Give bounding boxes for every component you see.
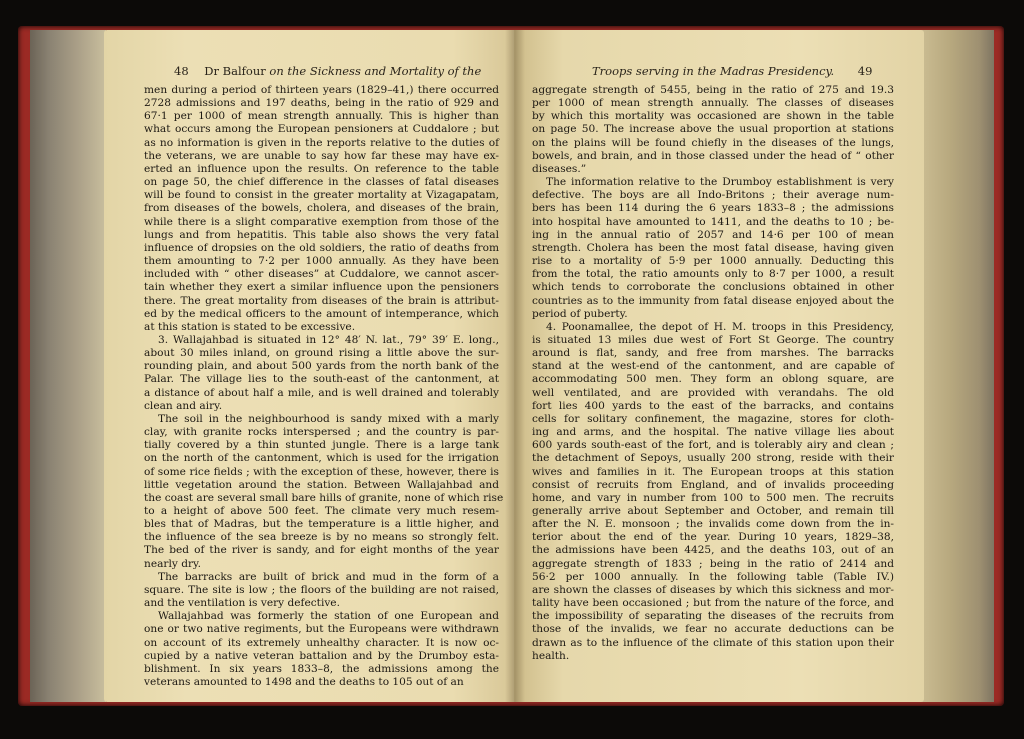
left-page-body [144, 84, 504, 689]
right-running-header [592, 64, 872, 78]
text-line: Palar. The village lies to the south-east of the cantonment, at [144, 373, 499, 386]
text-line: from the total, the ratio amounts only to 8·7 per 1000, a result [532, 268, 894, 281]
text-line: is situated 13 miles due west of Fort St George. The country [532, 333, 894, 346]
text-line: and the ventilation is very defective. [144, 597, 340, 610]
text-line: while there is a slight comparative exemption from those of the [144, 215, 499, 228]
text-line: ing in the annual ratio of 2057 and 14·6 per 100 of mean [532, 228, 894, 241]
text-line: period of puberty. [532, 307, 628, 320]
text-line: of some rice fields ; with the exception of these, however, there is [144, 465, 499, 478]
text-line: men during a period of thirteen years (1829–41,) there occurred [144, 84, 499, 96]
text-line: there. The great mortality from diseases of the brain is attribut- [144, 294, 499, 307]
text-line: cupied by a native veteran battalion and by the Drumboy esta- [144, 649, 499, 662]
text-line: rounding plain, and about 500 yards from the north bank of the [144, 360, 499, 373]
text-line: included with “ other diseases” at Cuddalore, we cannot ascer- [144, 268, 499, 281]
text-line: 56·2 per 1000 annually. In the following table (Table IV.) [532, 570, 894, 583]
text-line: on page 50, the chief difference in the classes of fatal diseases [144, 176, 499, 189]
text-line: Wallajahbad was formerly the station of one European and [158, 610, 499, 623]
text-line: cells for solitary confinement, the magazine, stores for cloth- [532, 412, 894, 425]
text-line: them amounting to 7·2 per 1000 annually. As they have been [144, 255, 499, 268]
text-line: well ventilated, and are provided with verandahs. The old [532, 386, 894, 399]
left-page [104, 30, 514, 702]
text-line: lungs and from hepatitis. This table also shows the very fatal [144, 228, 499, 241]
text-line: 3. Wallajahbad is situated in 12° 48′ N. lat., 79° 39′ E. long., [158, 333, 499, 346]
left-running-header [174, 64, 481, 78]
book-gutter [505, 30, 525, 702]
text-line: consist of recruits from England, and of invalids proceeding [532, 478, 894, 491]
text-line: veterans amounted to 1498 and the deaths to 105 out of an [144, 676, 464, 689]
text-line: bowels, and brain, and in those classed under the head of “ other [532, 149, 894, 162]
text-line: nearly dry. [144, 557, 202, 570]
text-line: as no information is given in the reports relative to the duties of [144, 136, 499, 149]
text-line: bers has been 114 during the 6 years 1833–8 ; the admissions [532, 202, 894, 215]
text-line: about 30 miles inland, on ground rising a little above the sur- [144, 347, 499, 360]
text-line: The information relative to the Drumboy establishment is very [546, 176, 894, 189]
text-line: clay, with granite rocks interspersed ; and the country is par- [144, 426, 499, 439]
text-line: rise to a mortality of 5·9 per 1000 annually. Deducting this [532, 255, 894, 268]
text-line: are shown the classes of diseases by which this sickness and mor- [532, 583, 894, 596]
text-line: on the north of the cantonment, which is used for the irrigation [144, 452, 499, 465]
text-line: tain whether they exert a similar influence upon the pensioners [144, 281, 499, 294]
text-line: clean and airy. [144, 399, 223, 412]
right-page [514, 30, 924, 702]
text-line: on page 50. The increase above the usual proportion at stations [532, 123, 894, 136]
text-line: generally arrive about September and October, and remain till [532, 505, 894, 517]
text-line: by which this mortality was occasioned are shown in the table [532, 110, 894, 123]
text-line: at this station is stated to be excessive. [144, 320, 356, 333]
left-header-author: Dr Balfour [204, 64, 266, 78]
text-line: the detachment of Sepoys, usually 200 strong, reside with their [532, 452, 894, 465]
text-line: into hospital have amounted to 1411, and the deaths to 10 ; be- [532, 215, 894, 228]
text-line: defective. The boys are all Indo-Britons ; their average num- [532, 189, 894, 202]
text-line: square. The site is low ; the floors of the building are not raised, [144, 583, 499, 596]
text-line: fort lies 400 yards to the east of the barracks, and contains [532, 399, 894, 412]
text-line: countries as to the immunity from fatal disease enjoyed about the [532, 294, 894, 307]
text-line: ing and arms, and the hospital. The native village lies about [532, 426, 894, 439]
text-line: on the plains will be found chiefly in the diseases of the lungs, [532, 136, 894, 149]
text-line: little vegetation around the station. Between Wallajahbad and [144, 478, 499, 491]
text-line: terior about the end of the year. During 10 years, 1829–38, [532, 531, 894, 544]
text-line: what occurs among the European pensioners at Cuddalore ; but [144, 123, 499, 136]
text-line: after the N. E. monsoon ; the invalids come down from the in- [532, 518, 894, 531]
right-page-number: 49 [857, 64, 873, 78]
text-line: strength. Cholera has been the most fatal disease, having given [532, 241, 894, 254]
text-line: to a height of above 500 feet. The climate very much resem- [144, 505, 499, 517]
text-line: will be found to consist in the greater mortality at Vizagapatam, [144, 189, 499, 202]
text-line: erted an influence upon the results. On reference to the table [144, 162, 499, 175]
text-line: 600 yards south-east of the fort, and is tolerably airy and clean ; [532, 439, 894, 452]
right-page-body [532, 84, 894, 663]
left-page-number: 48 [174, 64, 189, 78]
text-line: those of the invalids, we fear no accurate deductions can be [532, 623, 894, 636]
text-line: from diseases of the bowels, cholera, and diseases of the brain, [144, 202, 499, 215]
text-line: aggregate strength of 5455, being in the ratio of 275 and 19.3 [532, 84, 894, 96]
text-line: a distance of about half a mile, and is well drained and tolerably [144, 386, 499, 399]
text-line: The bed of the river is sandy, and for eight months of the year [144, 544, 499, 557]
text-line: per 1000 of mean strength annually. The classes of diseases [532, 97, 894, 110]
right-page-edges [920, 30, 994, 702]
text-line: 2728 admissions and 197 deaths, being in the ratio of 929 and [144, 97, 499, 110]
text-line: tially covered by a thin stunted jungle. There is a large tank [144, 439, 499, 452]
text-line: 67·1 per 1000 of mean strength annually. This is higher than [144, 110, 499, 123]
text-line: influence of dropsies on the old soldiers, the ratio of deaths from [144, 241, 499, 254]
text-line: health. [532, 649, 570, 662]
text-line: diseases.” [532, 162, 587, 175]
text-line: accommodating 500 men. They form an oblong square, are [532, 373, 894, 386]
text-line: blishment. In six years 1833–8, the admissions among the [144, 662, 499, 675]
text-line: stand at the west-end of the cantonment, and are capable of [532, 360, 894, 373]
text-line: one or two native regiments, but the Europeans were withdrawn [144, 623, 499, 636]
right-header-title: Troops serving in the Madras Presidency. [592, 64, 835, 78]
text-line: the veterans, we are unable to say how far these may have ex- [144, 149, 499, 162]
text-line: bles that of Madras, but the temperature is a little higher, and [144, 518, 499, 531]
text-line: The soil in the neighbourhood is sandy mixed with a marly [158, 412, 499, 425]
text-line: the coast are several small bare hills of granite, none of which rise [144, 491, 504, 504]
text-line: the admissions have been 4425, and the deaths 103, out of an [532, 544, 894, 557]
text-line: 4. Poonamallee, the depot of H. M. troops in this Presidency, [546, 320, 894, 333]
text-line: the influence of the sea breeze is by no means so strongly felt. [144, 531, 499, 544]
text-line: aggregate strength of 1833 ; being in the ratio of 2414 and [532, 557, 894, 570]
left-page-edges [30, 30, 106, 702]
text-line: the impossibility of separating the diseases of the recruits from [532, 610, 894, 623]
text-line: drawn as to the influence of the climate of this station upon their [532, 636, 894, 649]
text-line: home, and vary in number from 100 to 500 men. The recruits [532, 491, 894, 504]
text-line: around is flat, sandy, and free from marshes. The barracks [532, 347, 894, 360]
left-header-title: on the Sickness and Mortality of the [269, 64, 482, 78]
text-line: ed by the medical officers to the amount of intemperance, which [144, 307, 499, 320]
text-line: tality have been occasioned ; but from the nature of the force, and [532, 597, 894, 610]
text-line: The barracks are built of brick and mud in the form of a [158, 570, 499, 583]
text-line: which tends to corroborate the conclusions obtained in other [532, 281, 894, 294]
text-line: on account of its extremely unhealthy character. It is now oc- [144, 636, 499, 649]
text-line: wives and families in it. The European troops at this station [532, 465, 894, 478]
